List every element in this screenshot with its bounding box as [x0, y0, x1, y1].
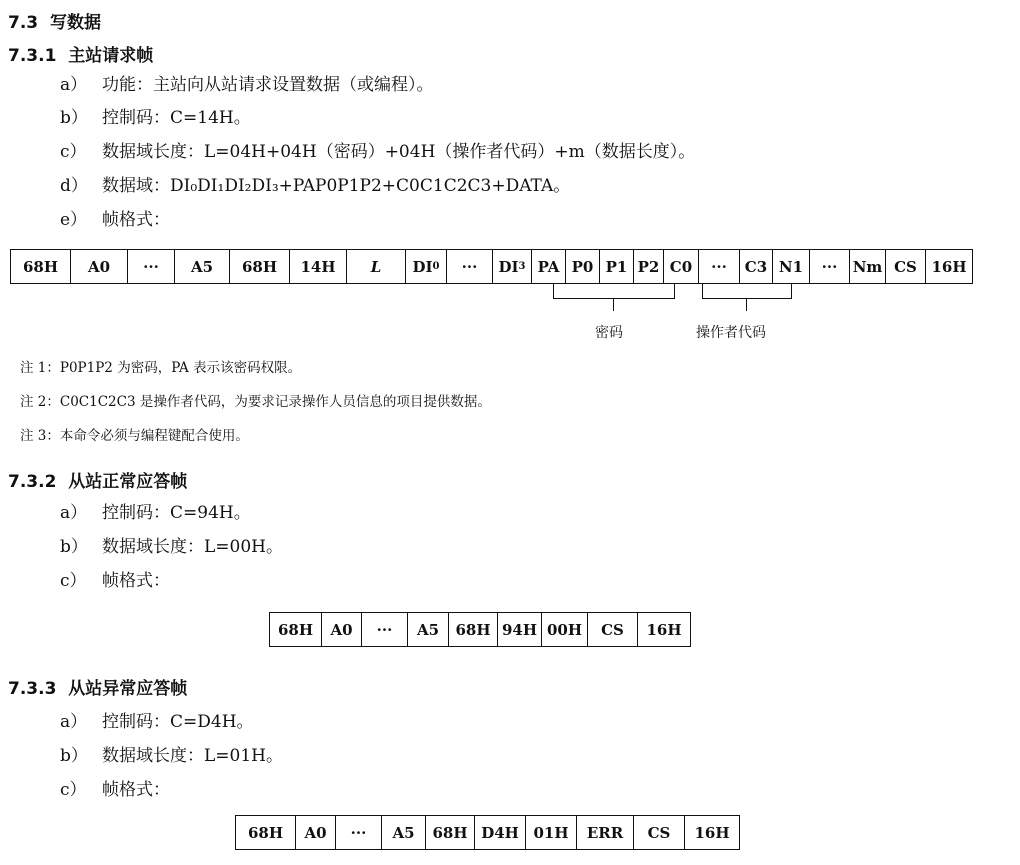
frame-cell: ···	[447, 250, 493, 283]
frame-cell: ···	[810, 250, 850, 283]
frame-cell: A0	[296, 816, 336, 849]
frame-cell: ERR	[577, 816, 634, 849]
section-7-3-heading: 7.3 写数据	[8, 13, 101, 33]
frame-cell: 68H	[270, 613, 322, 646]
section-7-3-1-heading: 7.3.1 主站请求帧	[8, 46, 154, 66]
frame-cell: P0	[566, 250, 600, 283]
frame-cell: 68H	[230, 250, 290, 283]
password-bracket	[553, 284, 675, 299]
note-2: 注 2：C0C1C2C3 是操作者代码，为要求记录操作人员信息的项目提供数据。	[20, 394, 491, 410]
frame-cell: D4H	[475, 816, 526, 849]
list-item: d） 数据域：DI₀DI₁DI₂DI₃+PAP0P1P2+C0C1C2C3+DATA。	[60, 176, 571, 196]
frame-cell: 68H	[11, 250, 71, 283]
frame-cell: 16H	[646, 620, 682, 639]
frame-cell: ···	[699, 250, 740, 283]
frame-cell: CS	[588, 613, 638, 646]
list-item: a） 控制码：C=D4H。	[60, 712, 254, 732]
frame-cell: 68H	[236, 816, 296, 849]
frame-cell: DI 0	[406, 250, 447, 283]
frame-cell: L	[347, 250, 406, 283]
frame-cell: ···	[362, 613, 408, 646]
list-item: b） 控制码：C=14H。	[60, 108, 251, 128]
operator-code-bracket	[702, 284, 792, 299]
note-1: 注 1：P0P1P2 为密码，PA 表示该密码权限。	[20, 360, 302, 376]
list-item: c） 帧格式：	[60, 780, 170, 800]
section-7-3-2-heading: 7.3.2 从站正常应答帧	[8, 472, 188, 492]
frame-cell: PA	[532, 250, 566, 283]
frame-cell: ···	[128, 250, 175, 283]
list-item: a） 控制码：C=94H。	[60, 503, 251, 523]
frame-cell: A5	[175, 250, 230, 283]
frame-cell: A5	[408, 613, 449, 646]
frame-cell: 16H	[931, 257, 967, 276]
frame-cell: A5	[382, 816, 426, 849]
frame-cell: ···	[336, 816, 382, 849]
list-item: b） 数据域长度：L=01H。	[60, 746, 283, 766]
frame-cell: C3	[740, 250, 773, 283]
list-item: c） 帧格式：	[60, 571, 170, 591]
frame-cell: DI 3	[493, 250, 532, 283]
operator-code-bracket-stem	[746, 299, 747, 311]
frame-cell: CS	[886, 250, 926, 283]
frame-cell: Nm	[850, 250, 886, 283]
frame-cell: A0	[322, 613, 362, 646]
list-item: c） 数据域长度：L=04H+04H（密码）+04H（操作者代码）+m（数据长度）。	[60, 142, 696, 162]
frame-cell: 01H	[526, 816, 577, 849]
frame-cell: A0	[71, 250, 128, 283]
frame-cell: 68H	[449, 613, 498, 646]
frame-cell: CS	[634, 816, 685, 849]
list-item: b） 数据域长度：L=00H。	[60, 537, 283, 557]
frame-cell: N1	[773, 250, 810, 283]
frame-cell: 16H	[694, 823, 730, 842]
normal-response-frame-table	[269, 612, 691, 647]
frame-cell: P1	[600, 250, 634, 283]
frame-cell: C0	[664, 250, 699, 283]
frame-cell: 94H	[498, 613, 542, 646]
list-item: e） 帧格式：	[60, 210, 170, 230]
frame-cell: 00H	[542, 613, 588, 646]
password-bracket-stem	[613, 299, 614, 311]
operator-code-label: 操作者代码	[696, 325, 766, 341]
password-label: 密码	[595, 325, 623, 341]
list-item: a） 功能：主站向从站请求设置数据（或编程）。	[60, 75, 434, 95]
section-7-3-3-heading: 7.3.3 从站异常应答帧	[8, 679, 188, 699]
frame-cell: 14H	[290, 250, 347, 283]
note-3: 注 3：本命令必须与编程键配合使用。	[20, 428, 249, 444]
frame-cell: 68H	[426, 816, 475, 849]
request-frame-table	[10, 249, 973, 284]
error-response-frame-table	[235, 815, 740, 850]
frame-cell: P2	[634, 250, 664, 283]
